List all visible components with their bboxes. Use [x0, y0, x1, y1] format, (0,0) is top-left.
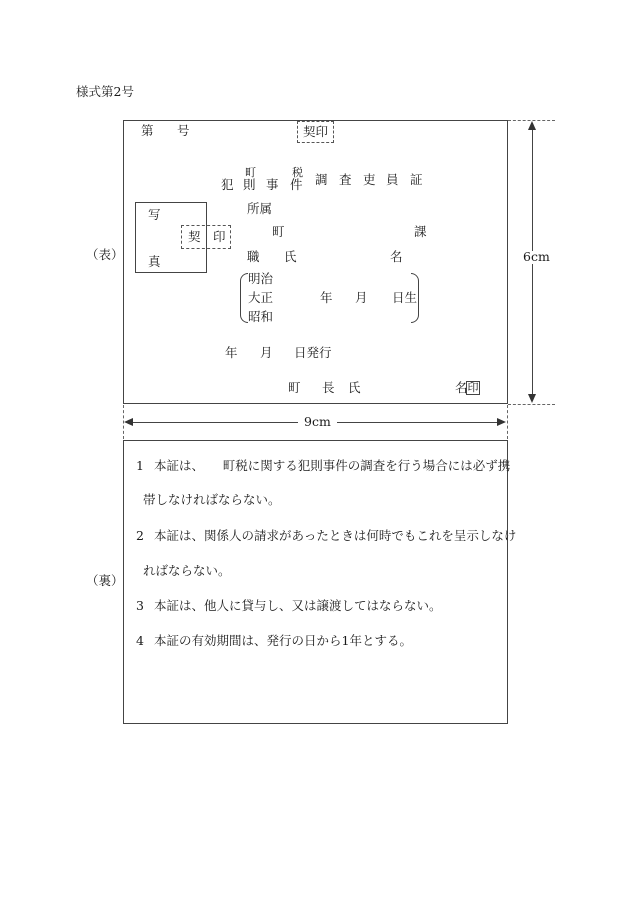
issue-day: 日発行: [294, 345, 332, 360]
title-main-5: 証: [410, 172, 423, 187]
affiliation-label: 所属: [247, 201, 273, 216]
note-2-number: 2: [136, 528, 144, 543]
title-small-tax: 税: [292, 166, 303, 179]
title-main-2: 査: [339, 172, 352, 187]
front-side-label: （表）: [86, 247, 124, 262]
title-small-town: 町: [245, 166, 256, 179]
birth-day: 日生: [392, 290, 418, 305]
official-stamp: 印: [467, 381, 479, 394]
birth-year: 年: [320, 290, 333, 305]
height-dimension-label: 6cm: [517, 251, 556, 264]
note-1-line-2: 帯しなければならない。: [143, 492, 281, 507]
title-main-3: 吏: [363, 172, 376, 187]
arrow-down-icon: [528, 394, 536, 403]
title-lower-4: 件: [290, 177, 303, 192]
number-prefix: 第: [141, 123, 154, 138]
birth-month: 月: [355, 290, 368, 305]
arrow-up-icon: [528, 121, 536, 130]
issue-year: 年: [225, 345, 238, 360]
note-3-line-1: 本証は、他人に貸与し、又は譲渡してはならない。: [154, 598, 442, 613]
title-lower-1: 犯: [221, 177, 234, 192]
name-label-1: 氏: [284, 249, 297, 264]
photo-label-1: 写: [148, 207, 161, 222]
title-main-1: 調: [315, 172, 328, 187]
note-2-line-2: ればならない。: [143, 563, 231, 578]
era-brace-left: [240, 273, 248, 323]
era-brace-right: [411, 273, 419, 323]
number-suffix: 号: [177, 123, 190, 138]
back-side-label: （裏）: [86, 573, 124, 588]
title-lower-2: 則: [243, 177, 256, 192]
width-dimension-label: 9cm: [298, 416, 337, 429]
era-option-meiji: 明治: [248, 271, 274, 286]
form-number: 様式第2号: [76, 84, 134, 99]
position-label: 職: [247, 249, 260, 264]
note-2-line-1: 本証は、関係人の請求があったときは何時でもこれを呈示しなけ: [154, 528, 517, 543]
issue-month: 月: [260, 345, 273, 360]
note-3-number: 3: [136, 598, 144, 613]
name-label-2: 名: [390, 249, 403, 264]
note-4-line-1: 本証の有効期間は、発行の日から1年とする。: [154, 633, 412, 648]
note-1-number: 1: [136, 458, 144, 473]
tally-seal-photo-char1: 契: [188, 229, 201, 244]
dim-bottom-extension: [508, 404, 555, 405]
mayor-title: 長: [322, 380, 335, 395]
note-1-line-1: 本証は、 町税に関する犯則事件の調査を行う場合には必ず携: [154, 458, 511, 473]
mayor-town: 町: [288, 380, 301, 395]
era-option-showa: 昭和: [248, 309, 274, 324]
mayor-name-2: 名: [455, 380, 468, 395]
photo-label-2: 真: [148, 254, 161, 269]
tally-seal-photo-char2: 印: [213, 229, 226, 244]
note-4-number: 4: [136, 633, 144, 648]
dept-section: 課: [414, 224, 427, 239]
title-lower-3: 事: [266, 177, 279, 192]
arrow-right-icon: [497, 418, 506, 426]
card-back: [123, 440, 511, 724]
tally-seal-top-label: 契印: [303, 124, 329, 139]
era-option-taisho: 大正: [248, 290, 274, 305]
dept-town: 町: [272, 224, 285, 239]
mayor-name-1: 氏: [348, 380, 361, 395]
dim-right-extension: [507, 405, 508, 439]
arrow-left-icon: [124, 418, 133, 426]
title-main-4: 員: [386, 172, 399, 187]
